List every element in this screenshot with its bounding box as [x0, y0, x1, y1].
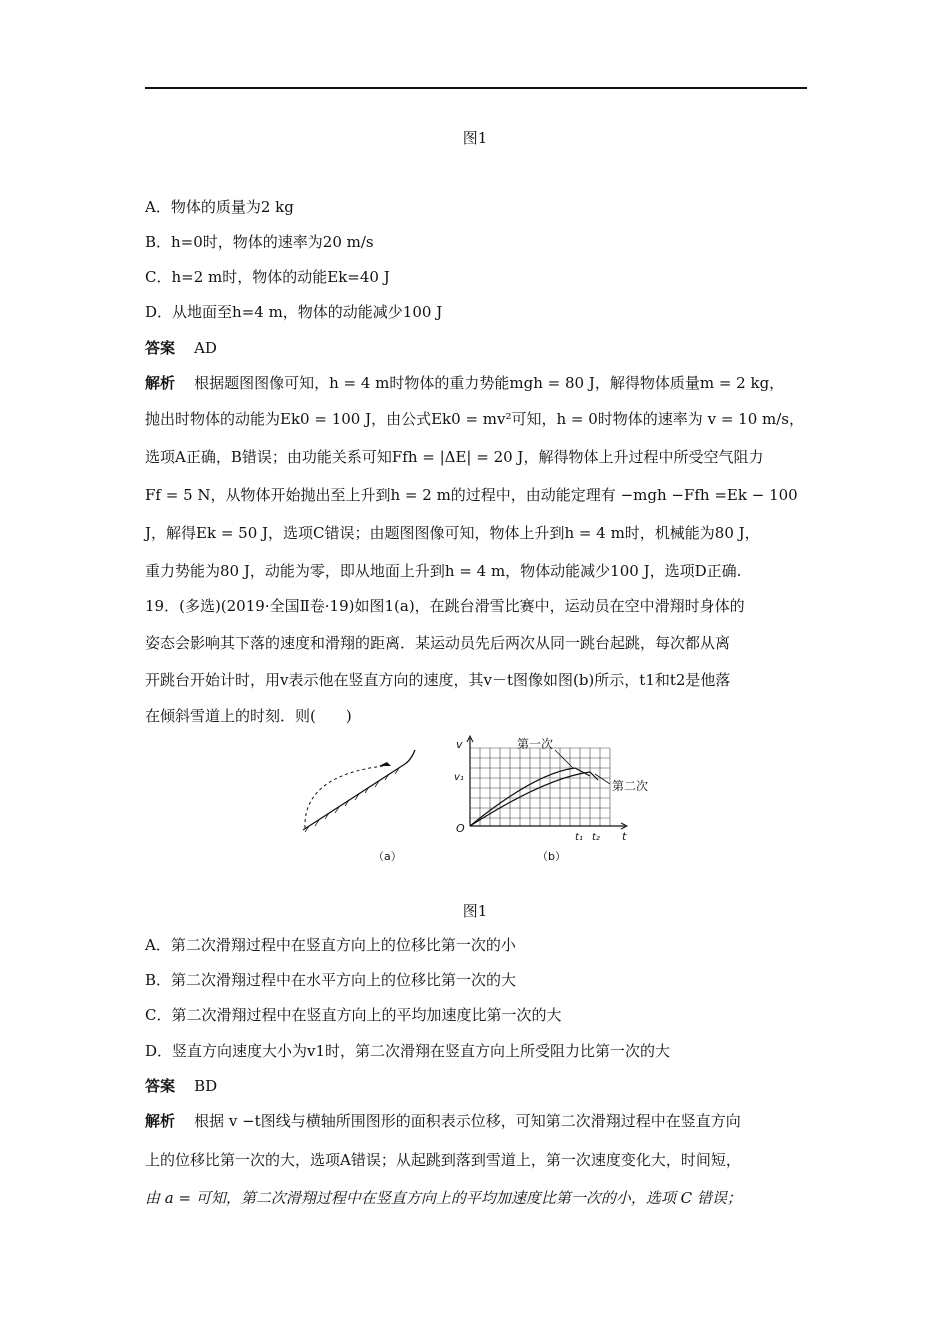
- v-axis-label: v: [456, 738, 463, 751]
- answer-value: AD: [194, 339, 217, 357]
- analysis-label: 解析: [145, 374, 176, 392]
- answer-value: BD: [194, 1077, 218, 1095]
- q18-option-c: C．h=2 m时，物体的动能Ek=40 J: [145, 268, 390, 286]
- q18-analysis-line-1: [145, 373, 784, 393]
- q18-option-a: A．物体的质量为2 kg: [145, 198, 294, 216]
- q19-analysis-line-1: [145, 1111, 741, 1131]
- answer-label: 答案: [145, 339, 176, 357]
- q19-stem-line-1: 19．(多选)(2019·全国Ⅱ卷·19)如图1(a)，在跳台滑雪比赛中，运动员在空中滑翔时身体的: [145, 597, 745, 615]
- t1-label: t₁: [575, 832, 583, 843]
- q18-analysis-line-4: Ff = 5 N，从物体开始抛出至上升到h = 2 m的过程中，由动能定理有 −mgh −Ffh =Ek − 100: [145, 486, 798, 504]
- v1-label: v₁: [454, 772, 464, 783]
- q19-option-c: C．第二次滑翔过程中在竖直方向上的平均加速度比第一次的大: [145, 1006, 562, 1024]
- q19-option-d: D．竖直方向速度大小为v1时，第二次滑翔在竖直方向上所受阻力比第一次的大: [145, 1042, 671, 1060]
- t-axis-label: t: [622, 830, 627, 843]
- figure-b-label: （b）: [537, 850, 566, 863]
- q18-option-b: B．h=0时，物体的速率为20 m/s: [145, 233, 374, 251]
- figure-a-slope: [303, 750, 415, 863]
- q18-answer: [145, 338, 217, 358]
- analysis-text: 根据题图图像可知，h = 4 m时物体的重力势能mgh = 80 J，解得物体质量m = 2 kg，: [194, 374, 785, 392]
- skier-icon: [379, 762, 391, 766]
- answer-label: 答案: [145, 1077, 176, 1095]
- t2-label: t₂: [592, 832, 600, 843]
- analysis-text: 根据 v −t图线与横轴所围图形的面积表示位移，可知第二次滑翔过程中在竖直方向: [194, 1112, 741, 1130]
- q19-analysis-line-2: 上的位移比第一次的大，选项A错误；从起跳到落到雪道上，第一次速度变化大，时间短，: [145, 1151, 741, 1169]
- q19-stem-line-2: 姿态会影响其下落的速度和滑翔的距离．某运动员先后两次从同一跳台起跳，每次都从离: [145, 634, 731, 652]
- header-rule: [145, 87, 807, 89]
- q19-stem-line-4: 在倾斜雪道上的时刻．则( ): [145, 707, 352, 725]
- legend-second: 第二次: [612, 779, 649, 793]
- q19-stem-line-3: 开跳台开始计时，用v表示他在竖直方向的速度，其v－t图像如图(b)所示，t1和t2是他落: [145, 671, 731, 689]
- figure-a-label: （a）: [373, 850, 402, 863]
- legend-first: 第一次: [517, 737, 554, 751]
- q18-analysis-line-3: 选项A正确，B错误；由功能关系可知Ffh = |ΔE| = 20 J，解得物体上升过程中所受空气阻力: [145, 448, 764, 466]
- figure-caption-top: 图1: [462, 129, 488, 147]
- q19-option-b: B．第二次滑翔过程中在水平方向上的位移比第一次的大: [145, 971, 517, 989]
- q18-option-d: D．从地面至h=4 m，物体的动能减少100 J: [145, 303, 443, 321]
- q18-analysis-line-2: 抛出时物体的动能为Ek0 = 100 J，由公式Ek0 = mv²可知，h = 0时物体的速率为 v = 10 m/s，: [145, 410, 804, 428]
- origin-label: O: [456, 822, 465, 835]
- q19-answer: [145, 1076, 217, 1096]
- figure-b-graph: [454, 736, 648, 863]
- analysis-label: 解析: [145, 1112, 176, 1130]
- q19-option-a: A．第二次滑翔过程中在竖直方向上的位移比第一次的小: [145, 936, 516, 954]
- q19-analysis-line-3: 由 a = 可知，第二次滑翔过程中在竖直方向上的平均加速度比第一次的小，选项 C 错误；: [145, 1189, 742, 1207]
- figure-caption-q19: 图1: [462, 902, 488, 920]
- q18-analysis-line-6: 重力势能为80 J，动能为零，即从地面上升到h = 4 m，物体动能减少100 J，选项D正确.: [145, 562, 742, 580]
- q18-analysis-line-5: J，解得Ek = 50 J，选项C错误；由题图图像可知，物体上升到h = 4 m时，机械能为80 J，: [145, 524, 760, 542]
- ski-jump-figure: [295, 728, 675, 868]
